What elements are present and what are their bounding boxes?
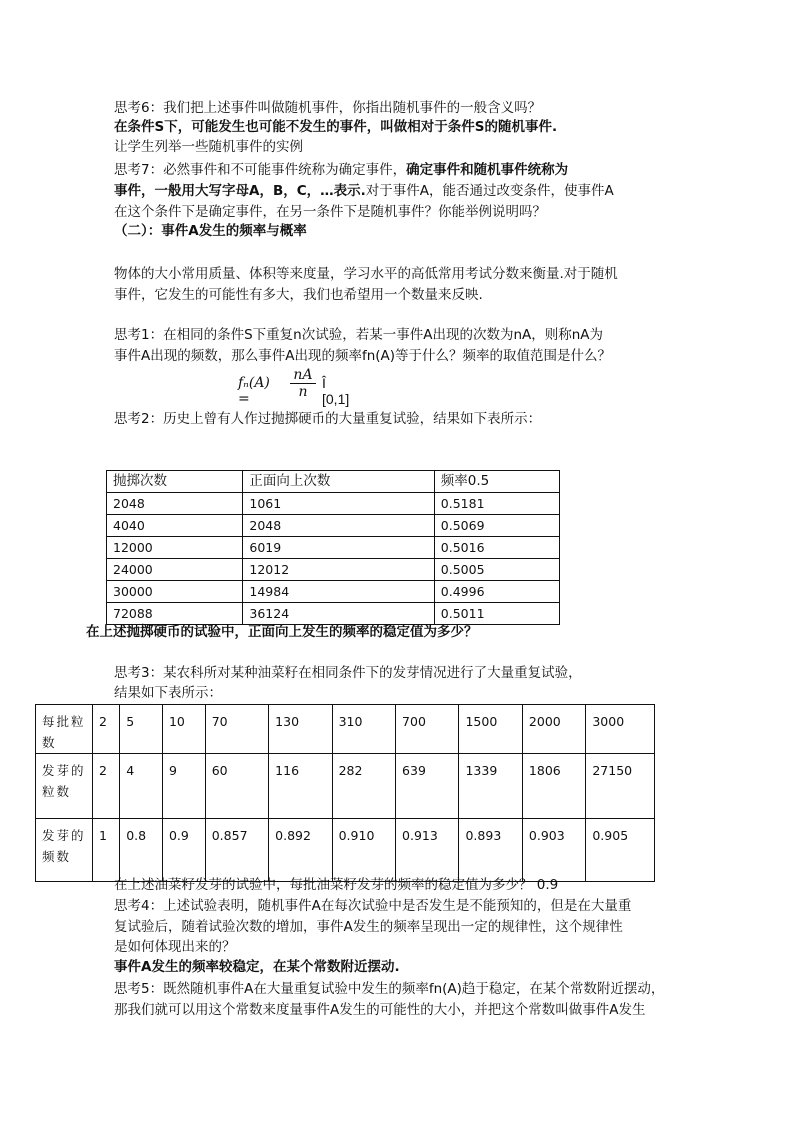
table-cell: 24000 [107, 559, 243, 581]
table-cell: 12012 [243, 559, 434, 581]
table-cell: 1061 [243, 493, 434, 515]
text-line-bold: 事件A发生的频率较稳定，在某个常数附近摆动. [114, 959, 400, 975]
text-line: 事件A出现的频数，那么事件A出现的频率fn(A)等于什么？频率的取值范围是什么？ [114, 348, 612, 364]
text-line: 思考4：上述试验表明，随机事件A在每次试验中是否发生是不能预知的，但是在大量重 [114, 898, 632, 914]
table-row [107, 581, 560, 603]
table-row [107, 537, 560, 559]
text-line: 在这个条件下是确定事件，在另一条件下是随机事件？你能举例说明吗？ [114, 204, 546, 220]
text-line: 思考5：既然随机事件A在大量重复试验中发生的频率fn(A)趋于稳定，在某个常数附近摆动， [114, 981, 665, 997]
table-cell: 10 [162, 705, 205, 754]
text-line: 思考1：在相同的条件S下重复n次试验，若某一事件A出现的次数为nA，则称nA为 [114, 327, 604, 343]
table-cell: 700 [396, 705, 459, 754]
table-cell: 0.5016 [434, 537, 559, 559]
text-line: 物体的大小常用质量、体积等来度量，学习水平的高低常用考试分数来衡量.对于随机 [114, 266, 618, 282]
table-cell: 2000 [522, 705, 585, 754]
table-row [36, 705, 655, 754]
row-label: 发芽的粒数 [36, 754, 93, 819]
table-cell: 0.9 [162, 819, 205, 882]
table-cell: 0.905 [586, 819, 655, 882]
table-cell: 639 [396, 754, 459, 819]
table-cell: 9 [162, 754, 205, 819]
table-cell: 0.8 [120, 819, 163, 882]
table-cell: 0.4996 [434, 581, 559, 603]
text-line: 那我们就可以用这个常数来度量事件A发生的可能性的大小，并把这个常数叫做事件A发生 [114, 1002, 646, 1018]
formula-numerator: nA [290, 367, 316, 384]
text-line: 让学生列举一些随机事件的实例 [114, 139, 303, 155]
table-cell: 0.5181 [434, 493, 559, 515]
text-segment: 思考7：必然事件和不可能事件统称为确定事件， [114, 162, 407, 178]
coin-toss-table [106, 470, 560, 625]
table-cell: 1500 [459, 705, 522, 754]
text-line: 事件，它发生的可能性有多大，我们也希望用一个数量来反映. [114, 287, 483, 303]
row-label: 每批粒数 [36, 705, 93, 754]
table-cell: 4 [120, 754, 163, 819]
formula-rhs: Î [0,1] [322, 375, 350, 407]
text-segment: 对于事件A，能否通过改变条件，使事件A [365, 183, 614, 199]
table-row [107, 515, 560, 537]
table-cell: 5 [120, 705, 163, 754]
table-cell: 116 [269, 754, 332, 819]
text-line: 在上述油菜籽发芽的试验中，每批油菜籽发芽的频率的稳定值为多少？ 0.9 [114, 877, 559, 893]
table-row [107, 493, 560, 515]
seed-germination-table [35, 704, 655, 882]
table-cell: 60 [205, 754, 268, 819]
table-cell: 1806 [522, 754, 585, 819]
table-cell: 30000 [107, 581, 243, 603]
table-cell: 0.910 [332, 819, 395, 882]
table-row [107, 559, 560, 581]
text-line [114, 182, 614, 201]
table-cell: 1 [93, 819, 120, 882]
table-cell: 0.913 [396, 819, 459, 882]
text-line: 复试验后，随着试验次数的增加，事件A发生的频率呈现出一定的规律性，这个规律性 [114, 919, 623, 935]
table-cell: 4040 [107, 515, 243, 537]
text-line: 是如何体现出来的？ [114, 939, 236, 955]
table-cell: 0.5069 [434, 515, 559, 537]
table-cell: 310 [332, 705, 395, 754]
table-cell: 2 [93, 754, 120, 819]
table-cell: 0.5005 [434, 559, 559, 581]
table-header-cell: 正面向上次数 [243, 471, 434, 493]
table-row [36, 754, 655, 819]
formula-denominator: n [298, 384, 308, 400]
text-line: 思考6：我们把上述事件叫做随机事件，你指出随机事件的一般含义吗？ [114, 100, 542, 116]
text-segment-bold: 确定事件和随机事件统称为 [406, 162, 569, 178]
text-segment-bold: 事件，一般用大写字母A，B，C，…表示. [114, 183, 366, 199]
table-cell: 2048 [107, 493, 243, 515]
table-row [107, 603, 560, 625]
text-line-bold: 在条件S下，可能发生也可能不发生的事件，叫做相对于条件S的随机事件. [114, 119, 558, 135]
table-cell: 282 [332, 754, 395, 819]
text-line: 思考3：某农科所对某种油菜籽在相同条件下的发芽情况进行了大量重复试验， [114, 665, 582, 681]
text-line [114, 161, 568, 180]
table-cell: 1339 [459, 754, 522, 819]
table-cell: 0.892 [269, 819, 332, 882]
table-cell: 0.893 [459, 819, 522, 882]
table-cell: 36124 [243, 603, 434, 625]
table-cell: 0.903 [522, 819, 585, 882]
formula-lhs: fₙ(A) = [238, 375, 270, 407]
table-header-row [107, 471, 560, 493]
table-row [36, 819, 655, 882]
formula-fraction [290, 367, 316, 400]
table-cell: 3000 [586, 705, 655, 754]
table-header-cell: 频率0.5 [434, 471, 559, 493]
table-cell: 14984 [243, 581, 434, 603]
table-cell: 6019 [243, 537, 434, 559]
table-cell: 27150 [586, 754, 655, 819]
table-cell: 72088 [107, 603, 243, 625]
table-cell: 0.5011 [434, 603, 559, 625]
row-label: 发芽的频数 [36, 819, 93, 882]
table-cell: 2 [93, 705, 120, 754]
table-header-cell: 抛掷次数 [107, 471, 243, 493]
table-cell: 130 [269, 705, 332, 754]
table-cell: 0.857 [205, 819, 268, 882]
text-line-bold: 在上述抛掷硬币的试验中，正面向上发生的频率的稳定值为多少？ [86, 624, 478, 640]
section-heading: （二）：事件A发生的频率与概率 [114, 223, 307, 239]
table-cell: 12000 [107, 537, 243, 559]
text-line: 思考2：历史上曾有人作过抛掷硬币的大量重复试验，结果如下表所示： [114, 411, 542, 427]
table-cell: 2048 [243, 515, 434, 537]
text-line: 结果如下表所示： [114, 685, 222, 701]
table-cell: 70 [205, 705, 268, 754]
